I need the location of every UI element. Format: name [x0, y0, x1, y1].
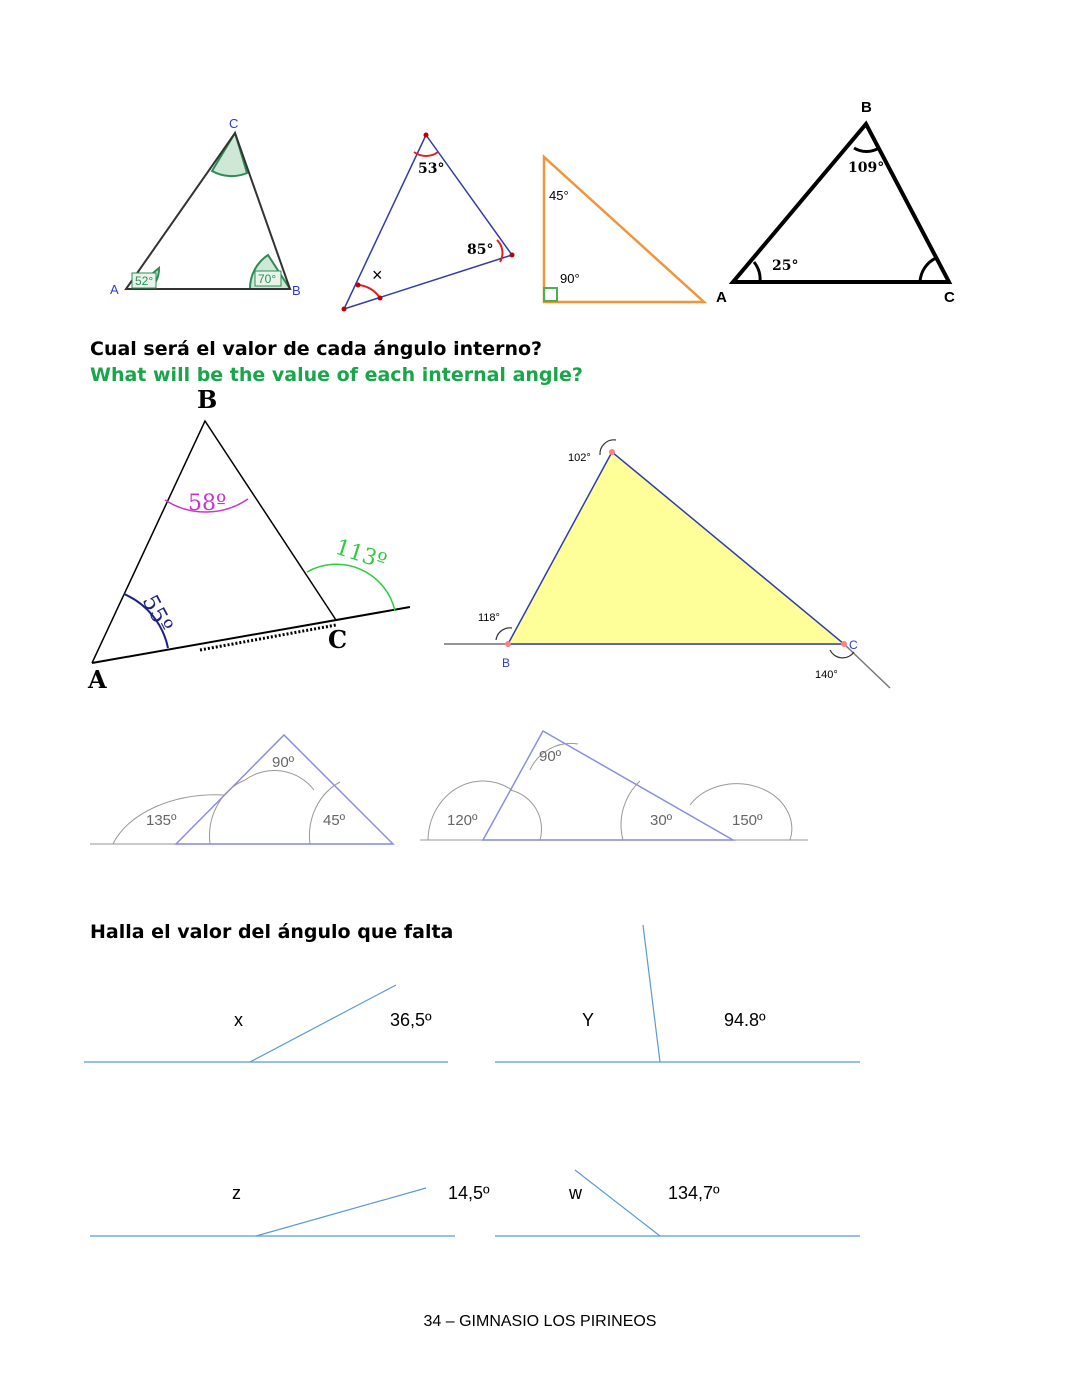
- angle-label: 25°: [772, 258, 799, 274]
- exercise-x: [84, 985, 448, 1062]
- known-angle: 134,7º: [668, 1183, 720, 1203]
- triangle-right-orange: [544, 157, 704, 302]
- triangle-exterior-angle: [87, 385, 410, 694]
- unknown-variable: w: [569, 1183, 582, 1203]
- vertex-label: C: [849, 638, 858, 652]
- angle-label: 135º: [146, 812, 177, 829]
- angle-label: 52°: [135, 274, 154, 288]
- section-title-missing-angle: Halla el valor del ángulo que falta: [90, 921, 454, 943]
- angle-label: 70°: [258, 272, 277, 286]
- vertex-label: B: [292, 283, 301, 298]
- angle-label: 85°: [467, 242, 494, 258]
- known-angle: 36,5º: [390, 1010, 432, 1030]
- vertex-label: B: [197, 385, 218, 414]
- angle-label: 45º: [323, 812, 346, 829]
- question-english: What will be the value of each internal angle?: [90, 364, 583, 386]
- angle-label: 55º: [136, 591, 177, 637]
- vertex-label: A: [88, 665, 107, 694]
- angle-label: 140°: [815, 669, 838, 681]
- vertex-label: C: [328, 625, 348, 654]
- exercise-z: [90, 1183, 490, 1236]
- vertex-label: A: [110, 282, 119, 297]
- page-footer: 34 – GIMNASIO LOS PIRINEOS: [423, 1313, 657, 1330]
- unknown-variable: z: [232, 1183, 241, 1203]
- vertex-label: B: [861, 99, 872, 116]
- known-angle: 94.8º: [724, 1010, 766, 1030]
- exercise-w: [495, 1170, 860, 1236]
- unknown-variable: Y: [582, 1010, 595, 1030]
- triangle-abc-green: [110, 116, 301, 298]
- vertex-label: A: [716, 289, 727, 306]
- angle-label: 113º: [332, 534, 390, 575]
- angle-label: 90º: [539, 748, 562, 765]
- angle-label: 90°: [560, 271, 580, 286]
- vertex-label: B: [502, 656, 511, 670]
- question-spanish: Cual será el valor de cada ángulo interno?: [90, 338, 543, 360]
- angle-label: 102°: [568, 452, 591, 464]
- angle-label: 53°: [418, 161, 445, 177]
- vertex-label: C: [229, 116, 239, 131]
- triangle-semicircles-right: [420, 731, 808, 840]
- triangle-blue: [342, 133, 515, 312]
- angle-label: 118°: [478, 612, 500, 624]
- angle-label: 109°: [848, 160, 885, 176]
- vertex-label: C: [944, 289, 955, 306]
- angle-label: 120º: [447, 812, 478, 829]
- unknown-variable: x: [234, 1010, 243, 1030]
- angle-label: 45°: [549, 188, 569, 203]
- unknown-angle-mark: ×: [372, 265, 383, 285]
- triangle-abc-black: [716, 99, 955, 306]
- known-angle: 14,5º: [448, 1183, 490, 1203]
- angle-label: 30º: [650, 812, 673, 829]
- triangle-yellow: [444, 440, 890, 688]
- angle-label: 58º: [188, 491, 227, 516]
- triangle-semicircles-left: [90, 735, 393, 844]
- angle-label: 150º: [732, 812, 763, 829]
- exercise-y: [495, 925, 860, 1062]
- angle-label: 90º: [272, 754, 295, 771]
